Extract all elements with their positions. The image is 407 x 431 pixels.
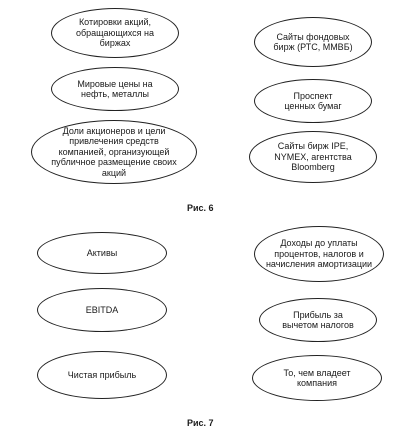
ellipse-ebitda <box>37 288 167 332</box>
ellipse-label: Мировые цены на нефть, металлы <box>77 78 153 99</box>
ellipse-exchange-bloomberg <box>249 131 377 183</box>
ellipse-assets <box>37 232 167 274</box>
ellipse-stock-quotes <box>51 8 179 58</box>
ellipse-label: Сайты фондовых бирж (РТС, ММВБ) <box>273 31 353 52</box>
ellipse-prospectus <box>254 79 372 123</box>
ellipse-label: Доли акционеров и цели привлечения средств компанией, организующей публичное размещение своих акций <box>51 125 177 178</box>
ellipse-label: EBITDA <box>85 304 119 315</box>
ellipse-exchange-sites <box>254 17 372 67</box>
ellipse-assets-definition <box>252 355 382 401</box>
figure-7-caption: Рис. 7 <box>187 418 214 428</box>
ellipse-net-profit-definition <box>259 298 377 342</box>
ellipse-world-prices <box>51 67 179 111</box>
ellipse-net-profit <box>37 351 167 399</box>
ellipse-label: Проспект ценных бумаг <box>284 90 342 111</box>
ellipse-ebitda-definition <box>254 226 384 282</box>
ellipse-label: Прибыль за вычетом налогов <box>282 309 354 330</box>
ellipse-label: Доходы до уплаты процентов, налогов и начисления амортизации <box>265 238 373 270</box>
ellipse-shareholders-ipo <box>31 120 197 184</box>
ellipse-label: То, чем владеет компания <box>283 367 351 388</box>
ellipse-label: Активы <box>86 247 118 258</box>
figure-6-caption: Рис. 6 <box>187 203 214 213</box>
ellipse-label: Чистая прибыль <box>67 369 137 380</box>
ellipse-label: Котировки акций, обращающихся на биржах <box>75 17 154 49</box>
ellipse-label: Сайты бирж IPE, NYMEX, агентства Bloomberg <box>274 141 352 173</box>
